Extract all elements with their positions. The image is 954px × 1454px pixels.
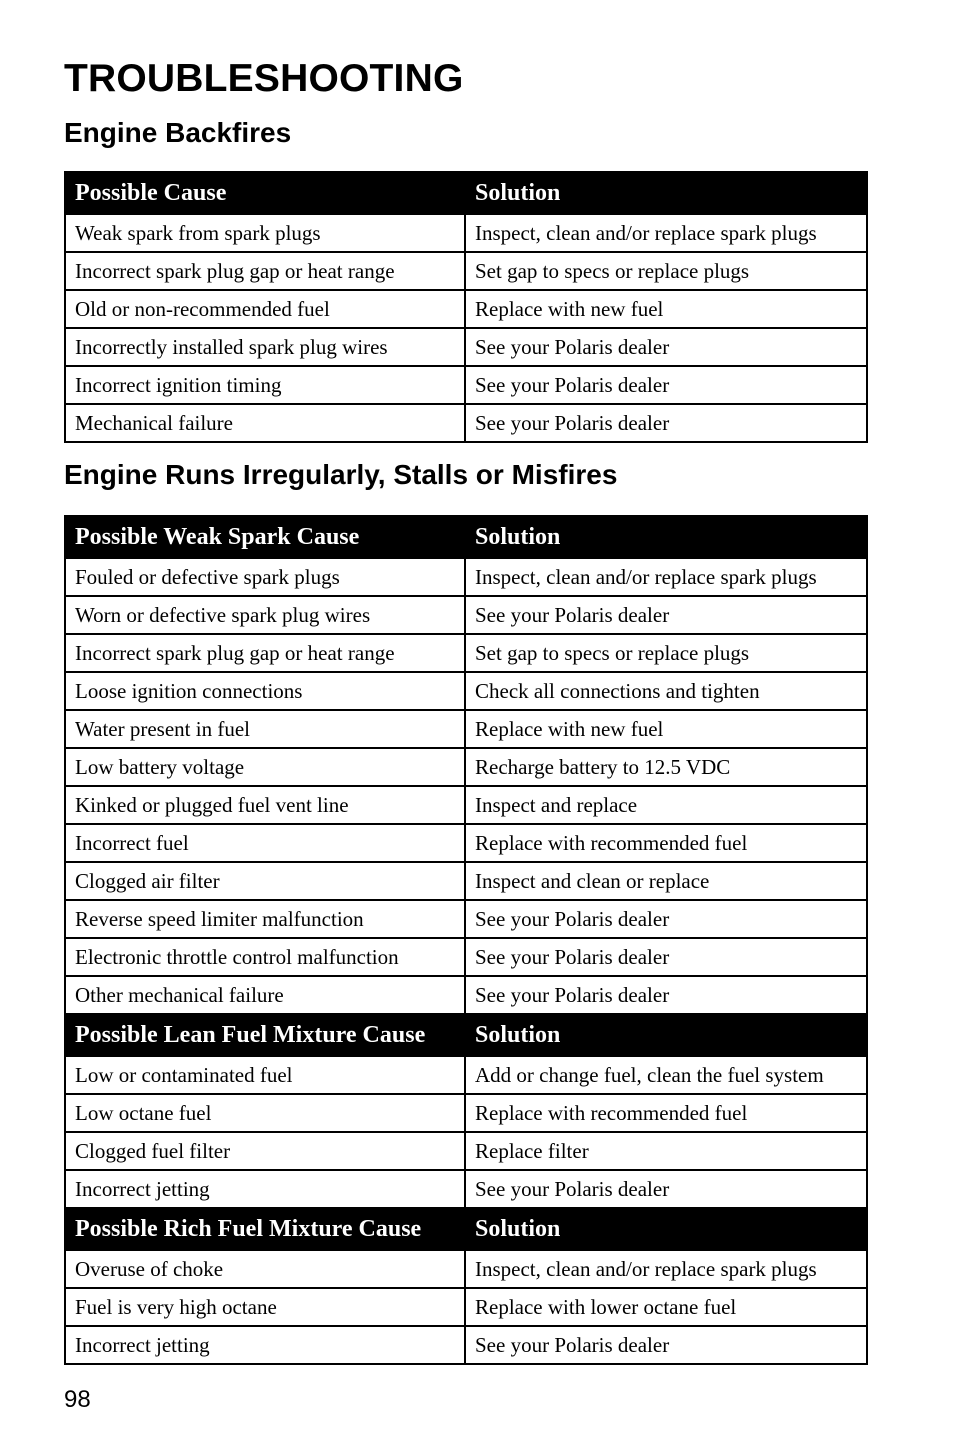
- solution-cell: Inspect, clean and/or replace spark plugs: [465, 1250, 867, 1288]
- cause-cell: Mechanical failure: [65, 404, 465, 442]
- cause-cell: Incorrect spark plug gap or heat range: [65, 252, 465, 290]
- table-row: [65, 1132, 867, 1170]
- backfires-table: [64, 171, 868, 443]
- solution-cell: Inspect and clean or replace: [465, 862, 867, 900]
- solution-cell: Inspect and replace: [465, 786, 867, 824]
- table-row: [65, 786, 867, 824]
- solution-cell: Replace filter: [465, 1132, 867, 1170]
- cause-cell: Clogged fuel filter: [65, 1132, 465, 1170]
- table-row: [65, 366, 867, 404]
- table-row: [65, 748, 867, 786]
- cause-cell: Incorrect ignition timing: [65, 366, 465, 404]
- table-row: [65, 634, 867, 672]
- solution-column-header: Solution: [465, 1208, 867, 1250]
- cause-cell: Other mechanical failure: [65, 976, 465, 1014]
- table-row: [65, 1056, 867, 1094]
- table-row: [65, 214, 867, 252]
- table-row: [65, 900, 867, 938]
- solution-column-header: Solution: [465, 172, 867, 214]
- table-row: [65, 404, 867, 442]
- cause-cell: Reverse speed limiter malfunction: [65, 900, 465, 938]
- cause-cell: Incorrectly installed spark plug wires: [65, 328, 465, 366]
- solution-cell: Check all connections and tighten: [465, 672, 867, 710]
- solution-cell: See your Polaris dealer: [465, 366, 867, 404]
- cause-cell: Kinked or plugged fuel vent line: [65, 786, 465, 824]
- table-row: [65, 976, 867, 1014]
- cause-cell: Weak spark from spark plugs: [65, 214, 465, 252]
- solution-cell: Inspect, clean and/or replace spark plugs: [465, 214, 867, 252]
- cause-cell: Water present in fuel: [65, 710, 465, 748]
- table-header-row: [65, 172, 867, 214]
- cause-column-header: Possible Lean Fuel Mixture Cause: [65, 1014, 465, 1056]
- solution-cell: Replace with lower octane fuel: [465, 1288, 867, 1326]
- table-row: [65, 672, 867, 710]
- solution-cell: See your Polaris dealer: [465, 900, 867, 938]
- cause-cell: Low octane fuel: [65, 1094, 465, 1132]
- cause-cell: Incorrect spark plug gap or heat range: [65, 634, 465, 672]
- solution-cell: Recharge battery to 12.5 VDC: [465, 748, 867, 786]
- solution-cell: See your Polaris dealer: [465, 1170, 867, 1208]
- cause-cell: Fuel is very high octane: [65, 1288, 465, 1326]
- solution-cell: Set gap to specs or replace plugs: [465, 252, 867, 290]
- cause-cell: Worn or defective spark plug wires: [65, 596, 465, 634]
- cause-cell: Overuse of choke: [65, 1250, 465, 1288]
- cause-cell: Electronic throttle control malfunction: [65, 938, 465, 976]
- table-header-row: [65, 1208, 867, 1250]
- table-row: [65, 1170, 867, 1208]
- solution-cell: Replace with recommended fuel: [465, 1094, 867, 1132]
- solution-cell: See your Polaris dealer: [465, 596, 867, 634]
- cause-column-header: Possible Cause: [65, 172, 465, 214]
- cause-cell: Fouled or defective spark plugs: [65, 558, 465, 596]
- table-header-row: [65, 1014, 867, 1056]
- table-row: [65, 290, 867, 328]
- cause-cell: Loose ignition connections: [65, 672, 465, 710]
- table-row: [65, 596, 867, 634]
- solution-column-header: Solution: [465, 516, 867, 558]
- table-row: [65, 558, 867, 596]
- cause-cell: Incorrect fuel: [65, 824, 465, 862]
- solution-column-header: Solution: [465, 1014, 867, 1056]
- runs-irregularly-table: [64, 515, 868, 1365]
- table-row: [65, 862, 867, 900]
- table-row: [65, 1288, 867, 1326]
- solution-cell: See your Polaris dealer: [465, 328, 867, 366]
- cause-cell: Clogged air filter: [65, 862, 465, 900]
- solution-cell: Add or change fuel, clean the fuel system: [465, 1056, 867, 1094]
- solution-cell: See your Polaris dealer: [465, 404, 867, 442]
- section-title-engine-runs-irregularly: Engine Runs Irregularly, Stalls or Misfires: [64, 459, 618, 490]
- table-row: [65, 710, 867, 748]
- solution-cell: See your Polaris dealer: [465, 976, 867, 1014]
- cause-cell: Incorrect jetting: [65, 1326, 465, 1364]
- table-row: [65, 1250, 867, 1288]
- page-number: 98: [64, 1386, 91, 1413]
- solution-cell: Replace with new fuel: [465, 710, 867, 748]
- table-row: [65, 1326, 867, 1364]
- solution-cell: Set gap to specs or replace plugs: [465, 634, 867, 672]
- cause-column-header: Possible Weak Spark Cause: [65, 516, 465, 558]
- cause-column-header: Possible Rich Fuel Mixture Cause: [65, 1208, 465, 1250]
- cause-cell: Old or non-recommended fuel: [65, 290, 465, 328]
- table-row: [65, 252, 867, 290]
- solution-cell: See your Polaris dealer: [465, 1326, 867, 1364]
- table-row: [65, 824, 867, 862]
- cause-cell: Low or contaminated fuel: [65, 1056, 465, 1094]
- cause-cell: Low battery voltage: [65, 748, 465, 786]
- table-row: [65, 328, 867, 366]
- solution-cell: Replace with new fuel: [465, 290, 867, 328]
- cause-cell: Incorrect jetting: [65, 1170, 465, 1208]
- page-title: TROUBLESHOOTING: [64, 57, 464, 100]
- solution-cell: Inspect, clean and/or replace spark plugs: [465, 558, 867, 596]
- table-row: [65, 1094, 867, 1132]
- section-title-engine-backfires: Engine Backfires: [64, 117, 292, 148]
- solution-cell: See your Polaris dealer: [465, 938, 867, 976]
- table-row: [65, 938, 867, 976]
- table-header-row: [65, 516, 867, 558]
- solution-cell: Replace with recommended fuel: [465, 824, 867, 862]
